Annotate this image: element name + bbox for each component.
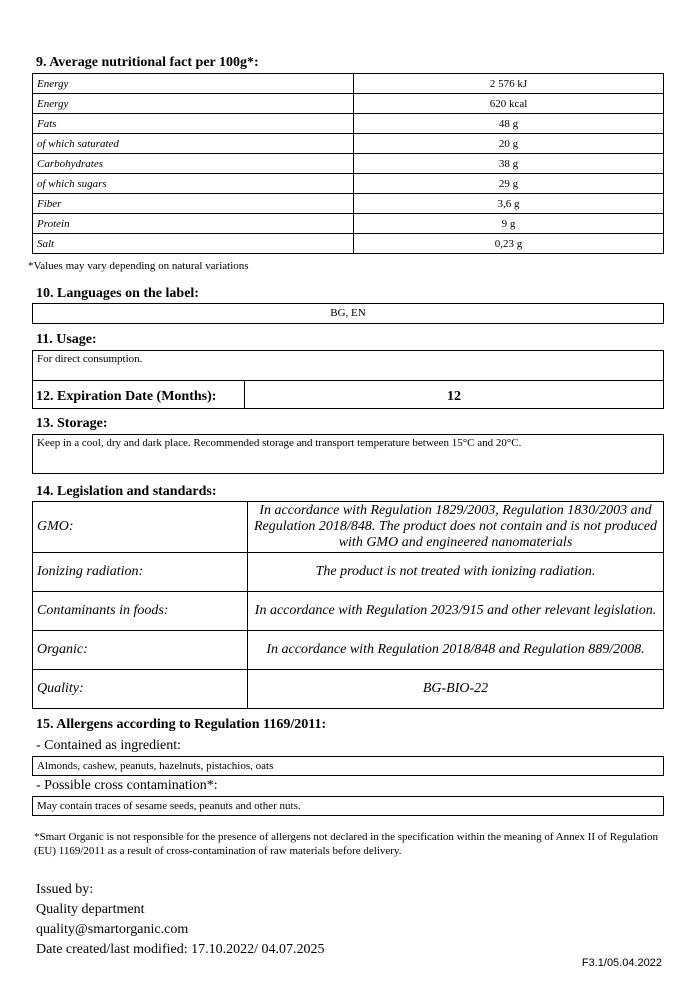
legislation-label: Contaminants in foods: (33, 592, 248, 631)
nutrient-name: of which saturated (33, 134, 354, 154)
nutrient-name: Fats (33, 114, 354, 134)
languages-value: BG, EN (330, 307, 366, 319)
nutrition-row (33, 74, 664, 94)
nutrient-name: Carbohydrates (33, 154, 354, 174)
nutrition-heading: 9. Average nutritional fact per 100g*: (36, 55, 259, 70)
legislation-value: In accordance with Regulation 2018/848 and Regulation 889/2008. (248, 631, 664, 670)
nutrient-value: 2 576 kJ (354, 74, 664, 94)
legislation-value: In accordance with Regulation 1829/2003, Regulation 1830/2003 and Regulation 2018/848. The product does not contain and is not produced with GMO and engineered nanomaterials (248, 502, 664, 553)
legislation-table (32, 501, 664, 709)
legislation-value: The product is not treated with ionizing radiation. (248, 553, 664, 592)
quality-email[interactable]: quality@smartorganic.com (36, 922, 189, 937)
nutrient-value: 0,23 g (354, 234, 664, 254)
expiration-value: 12 (447, 389, 461, 404)
allergens-cross-box (32, 796, 664, 816)
nutrition-note: *Values may vary depending on natural variations (28, 260, 249, 272)
legislation-heading: 14. Legislation and standards: (36, 484, 217, 499)
nutrition-row (33, 194, 664, 214)
legislation-row (33, 502, 664, 553)
legislation-value: BG-BIO-22 (248, 670, 664, 709)
legislation-row (33, 553, 664, 592)
nutrition-row (33, 134, 664, 154)
issued-by: Issued by: (36, 882, 94, 897)
storage-heading: 13. Storage: (36, 416, 108, 431)
allergens-contained-value: Almonds, cashew, peanuts, hazelnuts, pistachios, oats (37, 760, 274, 772)
date-modified: Date created/last modified: 17.10.2022/ 04.07.2025 (36, 942, 325, 957)
nutrition-table (32, 73, 664, 254)
expiration-box (32, 380, 664, 409)
nutrient-value: 29 g (354, 174, 664, 194)
legislation-label: GMO: (33, 502, 248, 553)
legislation-label: Quality: (33, 670, 248, 709)
nutrient-name: Fiber (33, 194, 354, 214)
nutrient-name: Protein (33, 214, 354, 234)
nutrient-value: 9 g (354, 214, 664, 234)
nutrition-row (33, 174, 664, 194)
nutrition-row (33, 214, 664, 234)
allergens-contained-box (32, 756, 664, 776)
legislation-label: Organic: (33, 631, 248, 670)
storage-box (32, 434, 664, 474)
quality-department: Quality department (36, 902, 145, 917)
nutrient-value: 620 kcal (354, 94, 664, 114)
legislation-row (33, 631, 664, 670)
legislation-label: Ionizing radiation: (33, 553, 248, 592)
storage-value: Keep in a cool, dry and dark place. Recommended storage and transport temperature between 15°C and 20°C. (37, 437, 522, 449)
allergens-cross-value: May contain traces of sesame seeds, peanuts and other nuts. (37, 800, 301, 812)
nutrient-name: Salt (33, 234, 354, 254)
nutrition-row (33, 114, 664, 134)
usage-box (32, 350, 664, 381)
document-code: F3.1/05.04.2022 (581, 957, 662, 969)
languages-box (32, 303, 664, 324)
languages-heading: 10. Languages on the label: (36, 286, 199, 301)
nutrition-row (33, 94, 664, 114)
legislation-row (33, 670, 664, 709)
footer-block (36, 880, 325, 960)
legislation-row (33, 592, 664, 631)
nutrient-value: 48 g (354, 114, 664, 134)
nutrition-row (33, 234, 664, 254)
usage-heading: 11. Usage: (36, 332, 97, 347)
allergens-cross-label: - Possible cross contamination*: (36, 778, 218, 793)
allergens-contained-label: - Contained as ingredient: (36, 738, 182, 753)
expiration-heading: 12. Expiration Date (Months): (36, 389, 217, 404)
legislation-value: In accordance with Regulation 2023/915 and other relevant legislation. (248, 592, 664, 631)
nutrient-value: 38 g (354, 154, 664, 174)
usage-value: For direct consumption. (37, 353, 143, 365)
nutrient-value: 20 g (354, 134, 664, 154)
nutrient-value: 3,6 g (354, 194, 664, 214)
nutrient-name: of which sugars (33, 174, 354, 194)
nutrient-name: Energy (33, 74, 354, 94)
nutrition-row (33, 154, 664, 174)
nutrient-name: Energy (33, 94, 354, 114)
allergens-disclaimer: *Smart Organic is not responsible for the presence of allergens not declared in the specification within the meaning of Annex II of Regulation (EU) 1169/2011 as a result of cross-contamination of raw materials before delivery. (34, 831, 658, 857)
allergens-heading: 15. Allergens according to Regulation 1169/2011: (36, 717, 327, 732)
